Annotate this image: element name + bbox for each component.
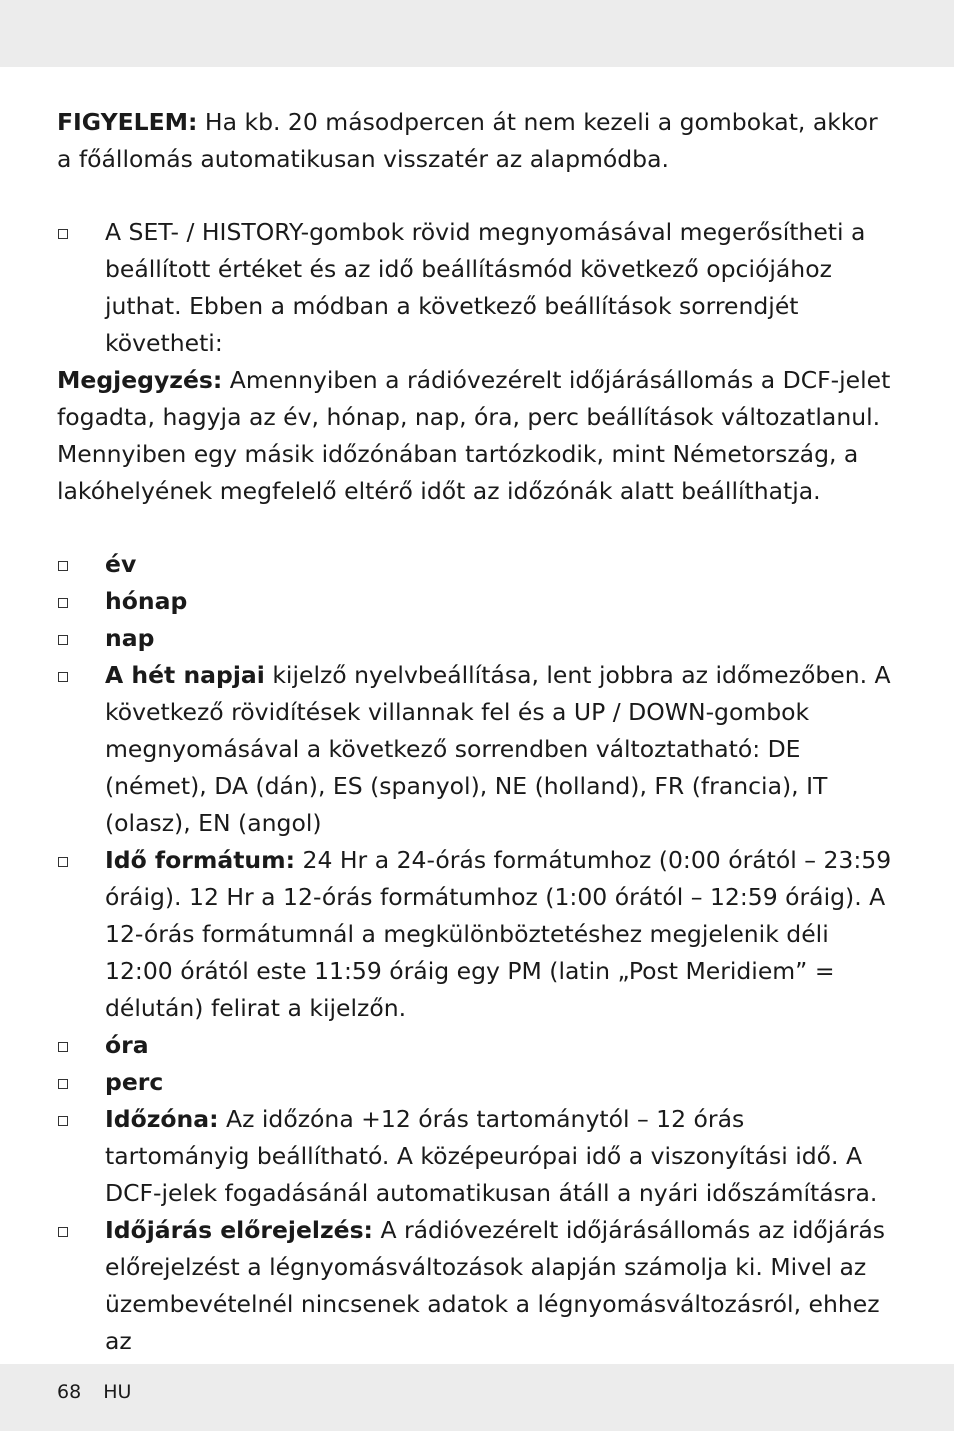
list-item bbox=[57, 1027, 895, 1064]
set-step-text: A SET- / HISTORY-gombok rövid megnyomásával megerősítheti a beállított értéket és az idő beállításmód következő opciójához juthat. Ebben a módban a következő beállítások sorrendjét követheti: bbox=[105, 218, 866, 357]
item-label: óra bbox=[105, 1031, 149, 1059]
list-item bbox=[57, 1101, 895, 1212]
list-item bbox=[57, 1212, 895, 1360]
settings-list bbox=[57, 546, 895, 1360]
checkbox-bullet-icon bbox=[58, 1116, 68, 1126]
item-text: Az időzóna +12 órás tartománytól – 12 órás tartományig beállítható. A középeurópai idő a viszonyítási idő. A DCF-jelek fogadásánál automatikusan átáll a nyári időszámításra. bbox=[105, 1105, 878, 1207]
page-footer bbox=[57, 1378, 153, 1406]
list-item bbox=[57, 546, 895, 583]
checkbox-bullet-icon bbox=[58, 1079, 68, 1089]
item-label: év bbox=[105, 550, 137, 578]
list-item bbox=[57, 620, 895, 657]
list-item bbox=[57, 1064, 895, 1101]
item-label: nap bbox=[105, 624, 155, 652]
language-code: HU bbox=[103, 1381, 132, 1403]
note-label: Megjegyzés: bbox=[57, 366, 223, 394]
item-text: 24 Hr a 24-órás formátumhoz (0:00 órától – 23:59 óráig). 12 Hr a 12-órás formátumhoz (1:00 órától – 12:59 óráig). A 12-órás formátumnál a megkülönböztetéshez megjelenik déli 12:00 órától este 11:59 óráig egy PM (latin „Post Meridiem” = délután) felirat a kijelzőn. bbox=[105, 846, 892, 1022]
page-content bbox=[57, 104, 895, 1360]
checkbox-bullet-icon bbox=[58, 635, 68, 645]
header-band bbox=[0, 0, 954, 67]
checkbox-bullet-icon bbox=[58, 857, 68, 867]
item-text: kijelző nyelvbeállítása, lent jobbra az időmezőben. A következő rövidítések villannak fel és a UP / DOWN-gombok megnyomásával a következő sorrendben változtatható: DE (német), DA (dán), ES (spanyol), NE (holland), FR (francia), IT (olasz), EN (angol) bbox=[105, 661, 891, 837]
list-item bbox=[57, 583, 895, 620]
warning-paragraph bbox=[57, 104, 895, 178]
list-item bbox=[57, 842, 895, 1027]
item-label: A hét napjai bbox=[105, 661, 265, 689]
note-paragraph bbox=[57, 362, 895, 510]
item-label: perc bbox=[105, 1068, 164, 1096]
item-label: hónap bbox=[105, 587, 188, 615]
item-text: A rádióvezérelt időjárásállomás az időjárás előrejelzést a légnyomásváltozások alapján számolja ki. Mivel az üzembevételnél nincsenek adatok a légnyomásváltozásról, ehhez az bbox=[105, 1216, 886, 1355]
checkbox-bullet-icon bbox=[58, 561, 68, 571]
warning-text: Ha kb. 20 másodpercen át nem kezeli a gombokat, akkor a főállomás automatikusan visszatér az alapmódba. bbox=[57, 108, 878, 173]
item-label: Idő formátum: bbox=[105, 846, 296, 874]
note-text: Amennyiben a rádióvezérelt időjárásállomás a DCF-jelet fogadta, hagyja az év, hónap, nap, óra, perc beállítások változatlanul. Mennyiben egy másik időzónában tartózkodik, mint Németország, a lakóhelyének megfelelő eltérő időt az időzónák alatt beállíthatja. bbox=[57, 366, 891, 505]
warning-label: FIGYELEM: bbox=[57, 108, 198, 136]
checkbox-bullet-icon bbox=[58, 672, 68, 682]
list-item bbox=[57, 657, 895, 842]
page-number: 68 bbox=[57, 1381, 82, 1403]
checkbox-bullet-icon bbox=[58, 229, 68, 239]
checkbox-bullet-icon bbox=[58, 598, 68, 608]
item-label: Időjárás előrejelzés: bbox=[105, 1216, 373, 1244]
checkbox-bullet-icon bbox=[58, 1227, 68, 1237]
set-step-paragraph bbox=[57, 214, 895, 362]
checkbox-bullet-icon bbox=[58, 1042, 68, 1052]
item-label: Időzóna: bbox=[105, 1105, 219, 1133]
